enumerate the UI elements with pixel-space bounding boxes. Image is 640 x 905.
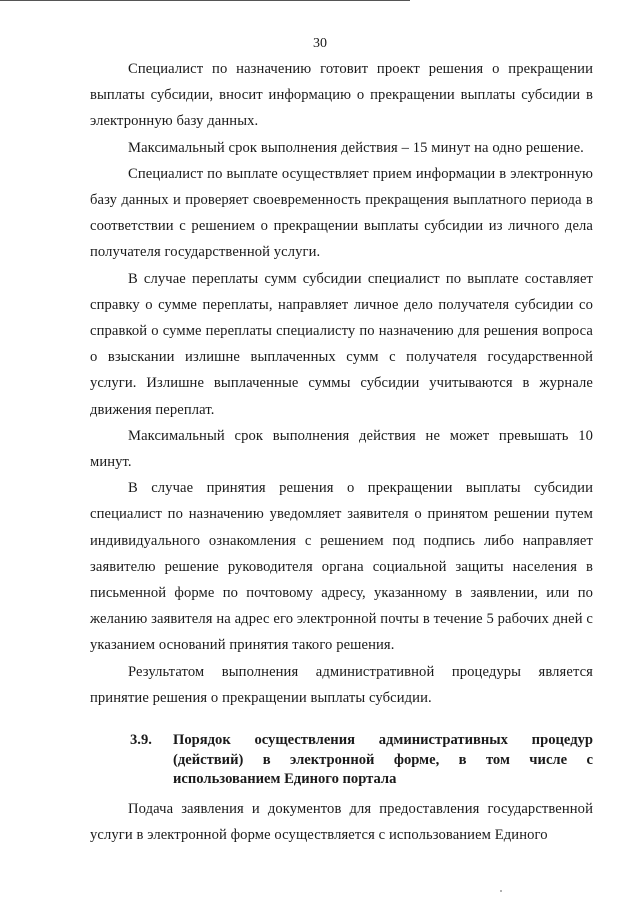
page-number: 30	[313, 36, 327, 51]
paragraph-7: Результатом выполнения административной процедуры является принятие решения о прекращении выплаты субсидии.	[90, 663, 593, 706]
section-heading	[130, 731, 593, 790]
paragraph-3: Специалист по выплате осуществляет прием информации в электронную базу данных и проверяет своевременность прекращения выплатного периода в соответствии с решением о прекращении выплаты субсидии из личного дела получателя государственной услуги.	[90, 165, 593, 261]
section-body	[90, 796, 593, 848]
section-title: Порядок осуществления административных процедур (действий) в электронной форме, в том числе с использованием Единого портала	[173, 732, 593, 787]
top-border-line	[0, 0, 410, 1]
paragraph-8: Подача заявления и документов для предоставления государственной услуги в электронной форме осуществляется с использованием Единого	[90, 801, 593, 844]
paragraph-1: Специалист по назначению готовит проект решения о прекращении выплаты субсидии, вносит информацию о прекращении выплаты субсидии в электронную базу данных.	[90, 61, 593, 130]
document-body	[90, 56, 593, 711]
paragraph-2: Максимальный срок выполнения действия – 15 минут на одно решение.	[128, 139, 584, 156]
paragraph-4: В случае переплаты сумм субсидии специалист по выплате составляет справку о сумме переплаты, направляет личное дело получателя субсидии со справкой о сумме переплаты специалисту по назначению для решения вопроса о взыскании излишне выплаченных сумм с получателя государственной услуги. Излишне выплаченные суммы субсидии учитываются в журнале движения переплат.	[90, 270, 593, 418]
paragraph-6: В случае принятия решения о прекращении выплаты субсидии специалист по назначению уведомляет заявителя о принятом решении путем индивидуального ознакомления с решением под подпись либо направляет заявителю решение руководителя органа социальной защиты населения в письменной форме по почтовому адресу, указанному в заявлении, или по желанию заявителя на адрес его электронной почты в течение 5 рабочих дней с указанием оснований принятия такого решения.	[90, 480, 593, 654]
paragraph-5: Максимальный срок выполнения действия не может превышать 10 минут.	[90, 427, 593, 471]
section-number: 3.9.	[130, 732, 152, 748]
scan-speck	[500, 890, 502, 892]
